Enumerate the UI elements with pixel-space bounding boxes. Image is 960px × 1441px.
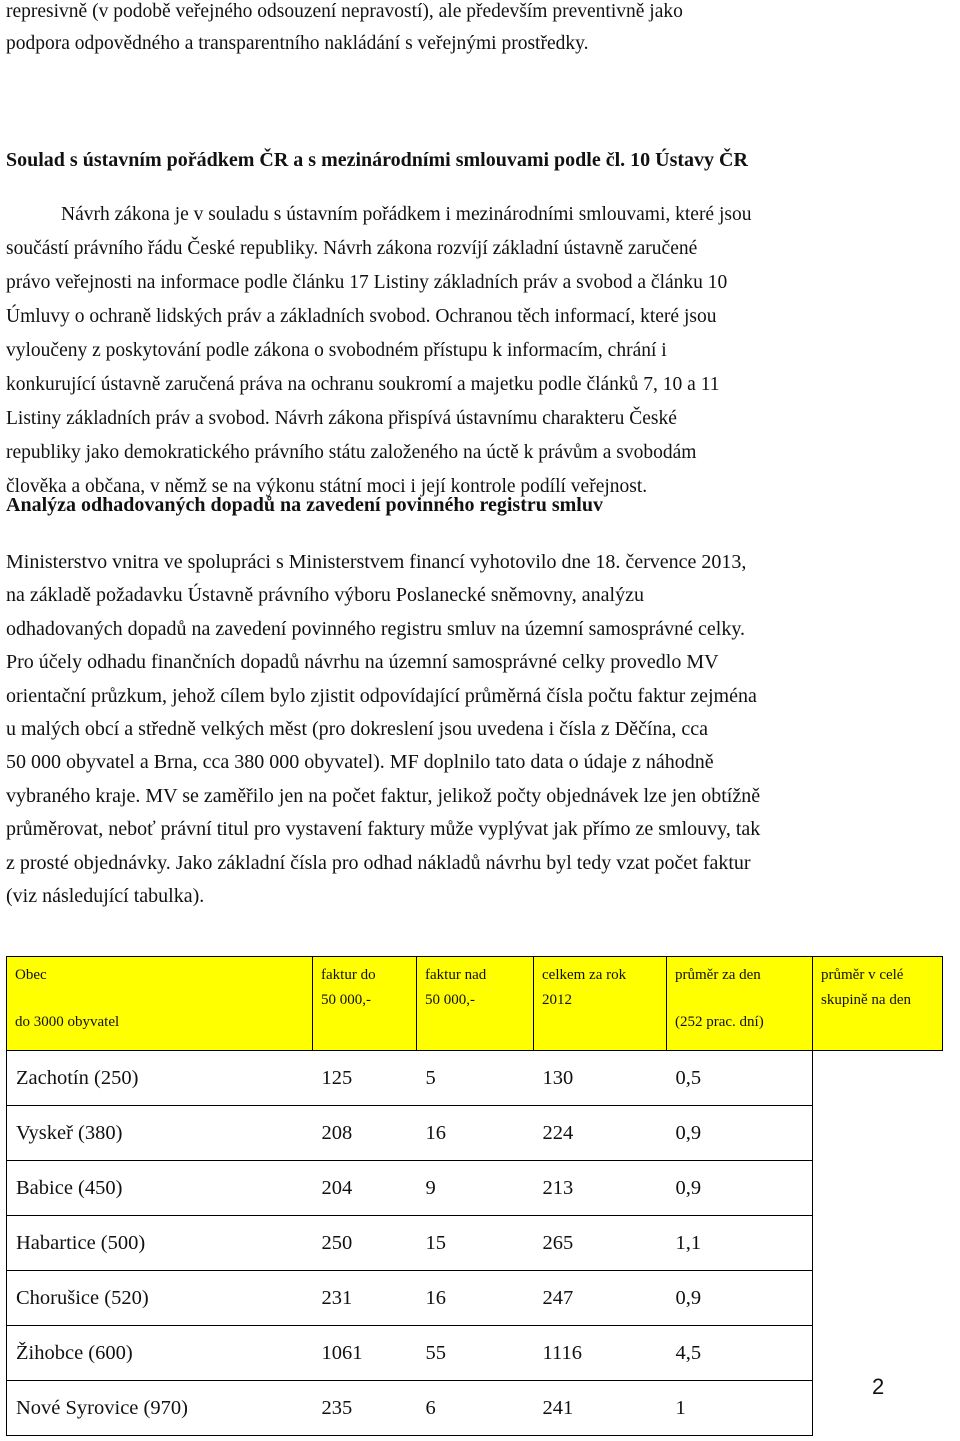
header-text: 50 000,-: [425, 992, 475, 1008]
cell-obec: Chorušice (520): [7, 1271, 313, 1326]
text-line: (viz následující tabulka).: [6, 885, 205, 908]
table-header-cell: [417, 957, 534, 1051]
table-header-row: [7, 957, 943, 1051]
cell-faktur-do: 250: [313, 1216, 417, 1271]
text-line: Listiny základních práv a svobod. Návrh zákona přispívá ústavnímu charakteru České: [6, 408, 677, 429]
cell-prumer: 0,5: [667, 1051, 813, 1106]
text-line: orientační průzkum, jehož cílem bylo zjistit odpovídající průměrná čísla počtu faktur zejména: [6, 684, 757, 707]
table-header-cell: [667, 957, 813, 1051]
text-line: Návrh zákona je v souladu s ústavním pořádkem i mezinárodními smlouvami, které jsou: [61, 204, 752, 225]
text-line: podpora odpovědného a transparentního nakládání s veřejnými prostředky.: [6, 33, 589, 54]
table-header-cell: [534, 957, 667, 1051]
section-paragraph-analyza: [6, 546, 944, 913]
cell-prumer: 0,9: [667, 1106, 813, 1161]
cell-obec: Žihobce (600): [7, 1326, 313, 1381]
table-row: [7, 1106, 943, 1161]
header-text: Obec: [15, 967, 47, 983]
cell-prumer: 1: [667, 1381, 813, 1436]
cell-faktur-do: 125: [313, 1051, 417, 1106]
cell-obec: Habartice (500): [7, 1216, 313, 1271]
cell-faktur-nad: 15: [417, 1216, 534, 1271]
text-line: 50 000 obyvatel a Brna, cca 380 000 obyvatel). MF doplnilo tato data o údaje z náhodně: [6, 751, 714, 774]
text-line: člověka a občana, v němž se na výkonu státní moci i její kontrole podílí veřejnost.: [6, 476, 648, 497]
text-line: vybraného kraje. MV se zaměřilo jen na počet faktur, jelikož počty objednávek lze jen obtížně: [6, 784, 761, 807]
invoice-count-table: [6, 956, 943, 1436]
cell-faktur-nad: 16: [417, 1271, 534, 1326]
table-row: [7, 1216, 943, 1271]
cell-obec: Zachotín (250): [7, 1051, 313, 1106]
cell-prumer: 4,5: [667, 1326, 813, 1381]
header-text: skupině na den: [821, 992, 911, 1008]
text-line: odhadovaných dopadů na zavedení povinného registru smluv na územní samosprávné celky.: [6, 617, 746, 640]
table-header-cell: [813, 957, 943, 1051]
text-line: Úmluvy o ochraně lidských práv a základních svobod. Ochranou těch informací, které jsou: [6, 306, 717, 327]
cell-celkem: 213: [534, 1161, 667, 1216]
header-text: do 3000 obyvatel: [15, 1014, 120, 1030]
table-header-cell: [7, 957, 313, 1051]
header-text: (252 prac. dní): [675, 1014, 764, 1030]
cell-faktur-do: 231: [313, 1271, 417, 1326]
text-line: u malých obcí a středně velkých měst (pro dokreslení jsou uvedena i čísla z Děčína, cca: [6, 718, 708, 741]
text-line: na základě požadavku Ústavně právního výboru Poslanecké sněmovny, analýzu: [6, 584, 644, 607]
header-text: průměr v celé: [821, 967, 904, 983]
cell-obec: Vyskeř (380): [7, 1106, 313, 1161]
section-heading-analyza: Analýza odhadovaných dopadů na zavedení povinného registru smluv: [6, 494, 603, 516]
text-line: Pro účely odhadu finančních dopadů návrhu na územní samosprávné celky provedlo MV: [6, 651, 719, 674]
header-text: celkem za rok: [542, 967, 627, 983]
cell-prumer: 0,9: [667, 1161, 813, 1216]
section-paragraph-soulad: [6, 198, 944, 504]
header-text: průměr za den: [675, 967, 761, 983]
text-line: průměrovat, neboť právní titul pro vystavení faktury může vyplývat jak přímo ze smlouvy, tak: [6, 818, 761, 841]
section-heading-soulad: Soulad s ústavním pořádkem ČR a s mezinárodními smlouvami podle čl. 10 Ústavy ČR: [6, 149, 748, 171]
header-text: faktur do: [321, 967, 376, 983]
header-text: 2012: [542, 992, 572, 1008]
text-line: vyloučeny z poskytování podle zákona o svobodném přístupu k informacím, chrání i: [6, 340, 667, 361]
cell-celkem: 130: [534, 1051, 667, 1106]
cell-celkem: 247: [534, 1271, 667, 1326]
cell-prumer: 1,1: [667, 1216, 813, 1271]
table-row: [7, 1271, 943, 1326]
header-text: 50 000,-: [321, 992, 371, 1008]
cell-faktur-do: 235: [313, 1381, 417, 1436]
cell-faktur-nad: 6: [417, 1381, 534, 1436]
table-row: [7, 1381, 943, 1436]
cell-faktur-nad: 55: [417, 1326, 534, 1381]
cell-celkem: 265: [534, 1216, 667, 1271]
cell-obec: Nové Syrovice (970): [7, 1381, 313, 1436]
text-line: součástí právního řádu České republiky. Návrh zákona rozvíjí základní ústavně zaručené: [6, 238, 698, 259]
table-row: [7, 1326, 943, 1381]
cell-faktur-nad: 9: [417, 1161, 534, 1216]
header-text: faktur nad: [425, 967, 487, 983]
text-line: represivně (v podobě veřejného odsouzení nepravostí), ale především preventivně jako: [6, 1, 683, 22]
cell-celkem: 241: [534, 1381, 667, 1436]
table-header-cell: [313, 957, 417, 1051]
table-row: [7, 1161, 943, 1216]
cell-faktur-nad: 16: [417, 1106, 534, 1161]
cell-faktur-do: 1061: [313, 1326, 417, 1381]
text-line: konkurující ústavně zaručená práva na ochranu soukromí a majetku podle článků 7, 10 a 11: [6, 374, 720, 395]
text-line: Ministerstvo vnitra ve spolupráci s Ministerstvem financí vyhotovilo dne 18. července 2013,: [6, 551, 747, 573]
cell-obec: Babice (450): [7, 1161, 313, 1216]
cell-faktur-do: 208: [313, 1106, 417, 1161]
table-row: [7, 1051, 943, 1106]
cell-celkem: 224: [534, 1106, 667, 1161]
text-line: právo veřejnosti na informace podle článku 17 Listiny základních práv a svobod a článku 10: [6, 272, 728, 293]
cell-prumer: 0,9: [667, 1271, 813, 1326]
cell-celkem: 1116: [534, 1326, 667, 1381]
intro-paragraph: [6, 0, 944, 60]
text-line: z prosté objednávky. Jako základní čísla pro odhad nákladů návrhu byl tedy vzat počet faktur: [6, 851, 751, 874]
cell-faktur-do: 204: [313, 1161, 417, 1216]
text-line: republiky jako demokratického právního státu založeného na úctě k právům a svobodám: [6, 442, 697, 463]
cell-faktur-nad: 5: [417, 1051, 534, 1106]
page-number: 2: [872, 1374, 885, 1399]
